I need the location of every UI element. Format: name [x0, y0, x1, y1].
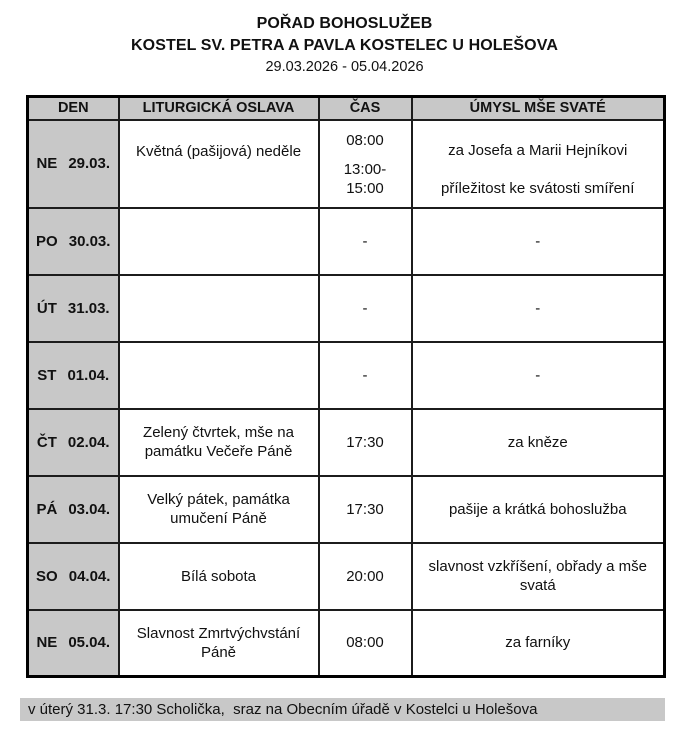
day-abbr: ÚT: [36, 299, 57, 317]
day-label: [29, 434, 118, 451]
time-entry: -: [362, 232, 368, 250]
time-cell: [319, 275, 412, 342]
day-date: 31.03.: [67, 299, 110, 317]
schedule-table-body: [28, 120, 665, 677]
time-cell-stack: [320, 477, 411, 541]
table-row: [28, 208, 665, 275]
day-label: [29, 155, 118, 172]
day-cell: [28, 275, 119, 342]
intention-cell: [412, 409, 665, 476]
time-cell-stack: [320, 611, 411, 675]
day-abbr: ČT: [36, 433, 57, 451]
celebration-cell: [119, 208, 319, 275]
day-date: 29.03.: [68, 155, 111, 172]
celebration-text: Velký pátek, památka umučení Páně: [147, 491, 290, 527]
day-abbr: PÁ: [36, 500, 58, 518]
time-entry: 17:30: [346, 500, 384, 518]
intention-entry: -: [535, 299, 541, 317]
intention-entry: za Josefa a Marii Hejníkovi: [448, 141, 628, 159]
table-row: [28, 409, 665, 476]
column-header-den: DEN: [28, 97, 119, 120]
intention-entry: příležitost ke svátosti smíření: [441, 180, 635, 197]
celebration-text: Bílá sobota: [180, 567, 257, 585]
title-block: [0, 0, 689, 78]
day-label: [29, 300, 118, 317]
celebration-cell: [119, 610, 319, 677]
celebration-cell: [119, 543, 319, 610]
table-row: [28, 610, 665, 677]
day-date: 01.04.: [67, 366, 110, 384]
celebration-cell: [119, 120, 319, 208]
column-header-liturgicka-oslava: LITURGICKÁ OSLAVA: [119, 97, 319, 120]
intention-cell-stack: [413, 343, 664, 407]
time-cell: [319, 476, 412, 543]
column-header-umysl-mse-svate: ÚMYSL MŠE SVATÉ: [412, 97, 665, 120]
intention-cell: [412, 543, 665, 610]
celebration-text: Slavnost Zmrtvýchvstání Páně: [136, 624, 301, 661]
intention-cell-stack: [413, 611, 664, 675]
column-header-cas: ČAS: [319, 97, 412, 120]
celebration-cell: [119, 342, 319, 409]
day-cell: [28, 342, 119, 409]
day-cell: [28, 208, 119, 275]
day-label: [29, 367, 118, 384]
day-date: 30.03.: [68, 232, 111, 250]
time-cell: [319, 342, 412, 409]
time-cell: [319, 208, 412, 275]
day-cell: [28, 120, 119, 208]
intention-entry: za kněze: [507, 433, 568, 451]
intention-entry: pašije a krátká bohoslužba: [448, 500, 627, 518]
intention-cell: [412, 120, 665, 208]
intention-entry: za farníky: [505, 634, 571, 652]
table-row: [28, 120, 665, 208]
celebration-text: Květná (pašijová) neděle: [135, 143, 302, 160]
schedule-table-header: [28, 97, 665, 120]
celebration-cell: [119, 476, 319, 543]
time-cell-stack: [320, 343, 411, 407]
page-title: POŘAD BOHOSLUŽEB: [256, 15, 433, 32]
intention-cell: [412, 476, 665, 543]
time-entry: 20:00: [346, 567, 384, 585]
intention-cell: [412, 342, 665, 409]
day-abbr: ST: [37, 366, 57, 384]
celebration-text: Zelený čtvrtek, mše na památku Večeře Páně: [143, 424, 294, 460]
time-cell-stack: [320, 121, 411, 206]
intention-entry: -: [535, 366, 541, 384]
time-entry: 08:00: [346, 132, 384, 149]
time-cell: [319, 543, 412, 610]
time-entry: 08:00: [346, 634, 384, 652]
day-abbr: SO: [36, 567, 58, 585]
day-label: [29, 568, 118, 585]
intention-cell-stack: [413, 477, 664, 541]
date-range: 29.03.2026 - 05.04.2026: [265, 59, 424, 75]
time-cell-stack: [320, 410, 411, 474]
day-label: [29, 634, 118, 651]
intention-cell-stack: [413, 544, 664, 608]
footer-note: v úterý 31.3. 17:30 Scholička, sraz na Obecním úřadě v Kostelci u Holešova: [20, 698, 665, 721]
celebration-cell: [119, 409, 319, 476]
intention-cell-stack: [413, 121, 664, 206]
day-date: 05.04.: [68, 634, 111, 652]
day-date: 02.04.: [67, 433, 110, 451]
time-cell: [319, 409, 412, 476]
time-cell-stack: [320, 209, 411, 273]
time-entry: 17:30: [346, 433, 384, 451]
intention-cell: [412, 208, 665, 275]
day-abbr: PO: [36, 232, 58, 250]
intention-cell-stack: [413, 410, 664, 474]
table-row: [28, 543, 665, 610]
schedule-table: [26, 95, 666, 678]
header-row: [28, 97, 665, 120]
time-cell-stack: [320, 544, 411, 608]
time-cell-stack: [320, 276, 411, 340]
day-cell: [28, 543, 119, 610]
page-subtitle: KOSTEL SV. PETRA A PAVLA KOSTELEC U HOLEŠOVA: [131, 37, 558, 54]
day-label: [29, 233, 118, 250]
day-abbr: NE: [36, 634, 58, 652]
intention-cell: [412, 275, 665, 342]
intention-cell: [412, 610, 665, 677]
intention-entry: -: [535, 232, 541, 250]
day-abbr: NE: [36, 155, 58, 172]
celebration-cell: [119, 275, 319, 342]
intention-cell-stack: [413, 276, 664, 340]
day-cell: [28, 409, 119, 476]
time-cell: [319, 610, 412, 677]
table-row: [28, 476, 665, 543]
time-entry: -: [362, 299, 368, 317]
intention-cell-stack: [413, 209, 664, 273]
time-entry: -: [362, 366, 368, 384]
time-cell: [319, 120, 412, 208]
time-entry: 13:00-15:00: [343, 161, 387, 197]
table-row: [28, 342, 665, 409]
day-cell: [28, 476, 119, 543]
day-date: 04.04.: [68, 567, 111, 585]
day-date: 03.04.: [68, 500, 111, 518]
table-row: [28, 275, 665, 342]
day-cell: [28, 610, 119, 677]
day-label: [29, 501, 118, 518]
intention-entry: slavnost vzkříšení, obřady a mše svatá: [428, 558, 647, 594]
